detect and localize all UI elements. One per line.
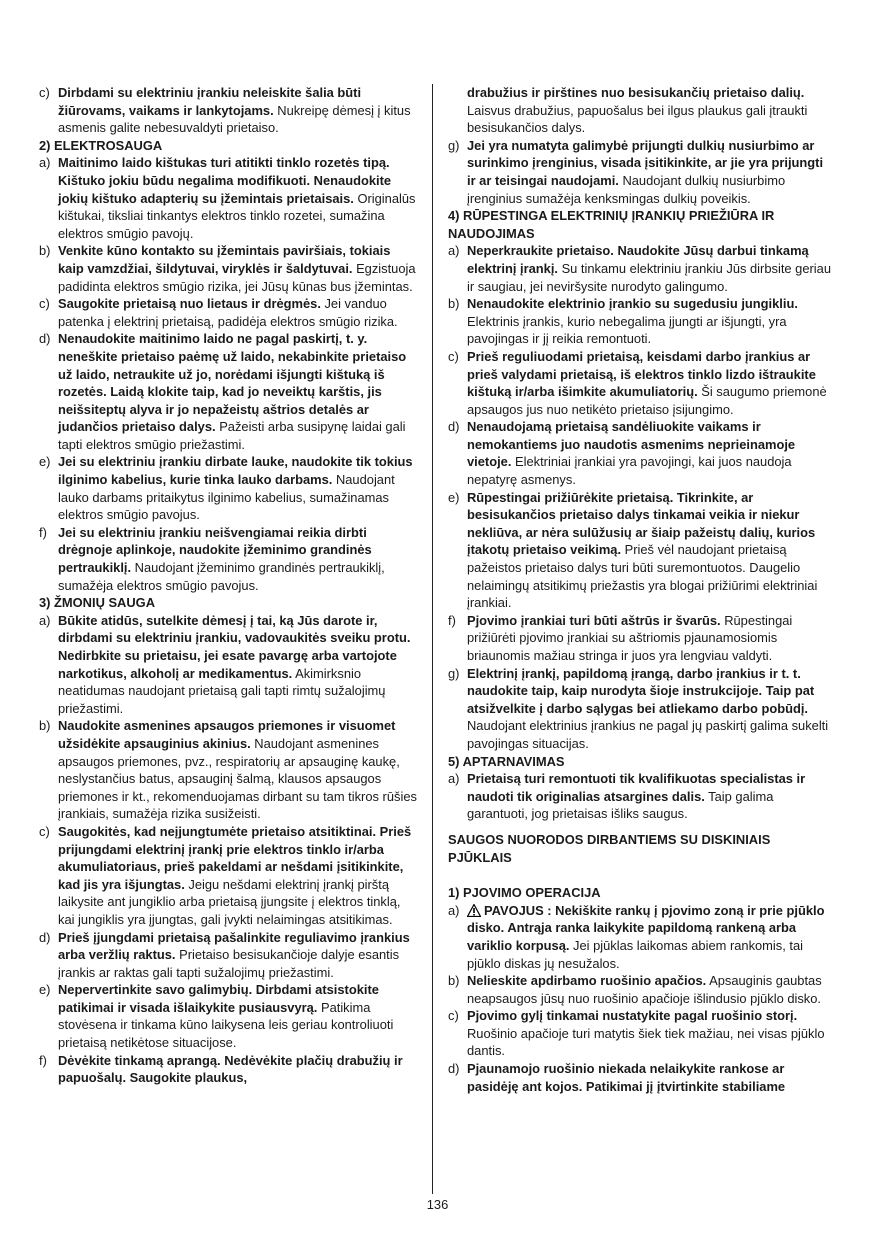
item-text: Rūpestingai prižiūrėti pjovimo įrankiai su aštriomis pjaunamosiomis briaunomis mažiau stringa ir juos yra lengviau valdyti. (467, 612, 793, 663)
item-label: f) (448, 612, 456, 628)
item-bold-text: Jei su elektriniu įrankiu neišvengiamai reikia dirbti drėgnoje aplinkoje, naudokite įžeminimo grandinės pertraukiklį. (58, 524, 372, 576)
list-item (448, 770, 834, 823)
item-bold-text: Nepervertinkite savo galimybių. Dirbdami atsistokite patikimai ir visada išlaikykite pusiausvyrą. (58, 982, 379, 1015)
list-item (39, 154, 419, 242)
item-bold-text: Jei su elektriniu įrankiu dirbate lauke, naudokite tik tokius ilginimo kabelius, kurie tinka lauko darbams. (58, 454, 413, 488)
item-label: b) (39, 718, 51, 734)
item-bold-text: Prietaisą turi remontuoti tik kvalifikuotas specialistas ir naudoti tik originalias atsargines dalis. (467, 771, 806, 804)
item-text: Apsauginis gaubtas neapsaugos jūsų nuo ruošinio apačioje išlindusio pjūklo disko. (467, 973, 822, 1006)
spacer (448, 866, 834, 884)
item-bold-text: Maitinimo laido kištukas turi atitikti tinklo rozetės tipą. Kištuko jokiu būdu negalima modifikuoti. Nenaudokite jokių kištuko adapterių su įžemintais prietaisais. (58, 155, 392, 206)
section-heading: 2) ELEKTROSAUGA (39, 137, 163, 153)
item-bold-text: Dirbdami su elektriniu įrankiu neleiskite šalia būti žiūrovams, vaikams ir lankytojams. (58, 85, 362, 118)
list-item (448, 902, 834, 972)
item-text: Akimirksnio neatidumas naudojant prietaisą gali tapti rimtų sužalojimų priežastimi. (58, 665, 386, 716)
list-item (39, 981, 419, 1051)
item-bold-text: drabužius ir pirštines nuo besisukančių prietaiso dalių. (467, 85, 805, 100)
list-item (448, 137, 834, 207)
item-text: Laisvus drabužius, papuošalus bei ilgus plaukus gali įtraukti besisukančios dalys. (467, 102, 808, 136)
item-label: d) (39, 331, 51, 347)
list-item (39, 330, 419, 453)
list-item (448, 489, 834, 612)
item-label: d) (448, 1061, 460, 1077)
item-text: Prieš vėl naudojant prietaisą pažeistos prietaiso dalys turi būti suremontuotos. Daugelio nelaimingų atsitikimų priežastis yra blogai prižiūrimi elektriniai įrankiai. (467, 542, 818, 611)
item-label: d) (448, 419, 460, 435)
chapter-title: SAUGOS NUORODOS DIRBANTIEMS SU DISKINIAIS PJŪKLAIS (448, 831, 771, 865)
item-text: Taip galima garantuoti, jog prietaisas išliks saugus. (467, 788, 774, 822)
item-bold-text: Nenaudojamą prietaisą sandėliuokite vaikams ir nemokantiems juo naudotis asmenims neprieinamoje vietoje. (467, 419, 796, 470)
item-text: Naudojant dulkių nusiurbimo įrenginius sumažėja kenksmingas dulkių poveikis. (467, 172, 786, 206)
list-item (39, 1052, 419, 1087)
item-text: Originalūs kištukai, tiksliai tinkantys elektros tinklo rozetei, sumažina elektros smūgio pavojų. (58, 190, 416, 241)
item-label: c) (39, 823, 50, 839)
item-label: e) (39, 982, 51, 998)
list-item (39, 84, 419, 137)
item-label: g) (448, 137, 460, 153)
item-text: Egzistuoja padidinta elektros smūgio rizika, jei Jūsų kūnas bus įžemintas. (58, 260, 416, 294)
item-text: Su tinkamu elektriniu įrankiu Jūs dirbsite geriau ir saugiau, jei neviršysite nurodyto galingumo. (467, 260, 831, 294)
item-label: a) (448, 771, 460, 787)
list-item (39, 717, 419, 823)
item-bold-text: Pjovimo įrankiai turi būti aštrūs ir švarūs. (467, 612, 721, 628)
item-bold-text: Nenaudokite maitinimo laido ne pagal paskirtį, t. y. neneškite prietaiso paėmę už laido, nekabinkite prietaiso už laido, netraukite už jo, norėdami išjungti kištuką iš rozetės. Laidą klokite taip, kad jo neveiktų karštis, jis neišsiteptų alyva ir jo nepažeistų aštrios detalės ar judančios prietaiso dalys. (58, 331, 407, 435)
item-text: Ši saugumo priemonė apsaugos jus nuo netikėto prietaiso įsijungimo. (467, 384, 827, 417)
item-label: b) (448, 973, 460, 989)
item-bold-text: Elektrinį įrankį, papildomą įrangą, darbo įrankius ir t. t. naudokite taip, kaip nurodyta šioje instrukcijoje. Taip pat atsižvelkite į darbo sąlygas bei atliekamo darbo pobūdį. (467, 665, 815, 716)
item-bold-text: PAVOJUS : Nekiškite rankų į pjovimo zoną ir prie pjūklo disko. Antrąja ranka laikykite papildomą rankeną arba variklio korpusą. (467, 902, 825, 953)
list-item (448, 418, 834, 488)
list-item (448, 1007, 834, 1060)
item-text: Naudojant elektrinius įrankius ne pagal jų paskirtį galima sukelti pavojingas situacijas. (467, 718, 829, 751)
list-item (39, 453, 419, 523)
list-item (448, 348, 834, 418)
item-text: Prietaiso besisukančioje dalyje esantis įrankis ar raktas gali tapti sužalojimų priežastimi. (58, 947, 400, 980)
list-item (448, 612, 834, 665)
item-text: Elektrinis įrankis, kurio nebegalima įjungti ar išjungti, yra pavojingas ir jį reikia remontuoti. (467, 313, 787, 347)
page-number: 136 (426, 1197, 449, 1212)
item-bold-text: Venkite kūno kontakto su įžemintais paviršiais, tokiais kaip vamzdžiai, šildytuvai, viryklės ir šaldytuvai. (58, 243, 391, 276)
item-label: g) (448, 665, 460, 681)
item-label: e) (448, 489, 460, 505)
item-bold-text: Pjaunamojo ruošinio niekada nelaikykite rankose ar pasidėję ant kojos. Patikimai jį įtvirtinkite stabiliame (467, 1061, 786, 1094)
item-bold-text: Saugokitės, kad neįjungtumėte prietaiso atsitiktinai. Prieš prijungdami elektrinį įrankį prie elektros tinklo ir/arba akumuliatoriaus, prieš pakeldami ar nešdami įsitikinkite, kad jis yra išjungtas. (58, 823, 412, 892)
list-item (448, 242, 834, 295)
item-bold-text: Rūpestingai prižiūrėkite prietaisą. Tikrinkite, ar besisukančios prietaiso dalys tinkamai veikia ir niekur nekliūva, ar nėra sulūžusių ar šiaip pažeistų dalių, kurios įtakotų prietaiso veikimą. (467, 489, 816, 558)
item-bold-text: Prieš reguliuodami prietaisą, keisdami darbo įrankius ar prieš valydami prietaisą, iš elektros tinklo lizdo ištraukite kištuką ir/arba išimkite akumuliatorių. (467, 348, 816, 400)
section-heading: 3) ŽMONIŲ SAUGA (39, 595, 156, 611)
list-item (39, 242, 419, 295)
list-item (448, 1060, 834, 1095)
item-label: c) (448, 348, 459, 364)
item-label: b) (448, 296, 460, 312)
section-heading: 5) APTARNAVIMAS (448, 753, 565, 769)
item-text: Jei pjūklas laikomas abiem rankomis, tai pjūklo diskas jų nesužalos. (467, 937, 804, 971)
list-item-continuation (448, 84, 834, 137)
list-item (39, 823, 419, 929)
section-heading: 4) RŪPESTINGA ELEKTRINIŲ ĮRANKIŲ PRIEŽIŪRA IR NAUDOJIMAS (448, 208, 775, 241)
item-text: Naudojant įžeminimo grandinės pertraukiklį, sumažėja elektros smūgio pavojus. (58, 560, 385, 593)
item-text: Ruošinio apačioje turi matytis šiek tiek mažiau, nei visas pjūklo dantis. (467, 1025, 825, 1059)
item-bold-text: Nenaudokite elektrinio įrankio su sugedusiu jungikliu. (467, 296, 798, 312)
warning-icon (467, 904, 481, 917)
item-bold-text: Neperkraukite prietaiso. Naudokite Jūsų darbui tinkamą elektrinį įrankį. (467, 243, 809, 276)
item-bold-text: Naudokite asmenines apsaugos priemones ir visuomet užsidėkite apsauginius akinius. (58, 718, 396, 751)
item-text: Pažeisti arba susipynę laidai gali tapti elektros smūgio priežastimi. (58, 419, 406, 452)
item-bold-text: Prieš įjungdami prietaisą pašalinkite reguliavimo įrankius arba veržlių raktus. (58, 929, 410, 963)
item-text: Jeigu nešdami elektrinį įrankį pirštą laikysite ant jungiklio arba prietaisą įjungsite į elektros tinklą, kai jungiklis yra įjungtas, gali įvykti nelaimingas atsitikimas. (58, 876, 401, 927)
item-label: f) (39, 524, 47, 540)
item-bold-text: Nelieskite apdirbamo ruošinio apačios. (467, 973, 707, 989)
item-bold-text: Pjovimo gylį tinkamai nustatykite pagal ruošinio storį. (467, 1008, 798, 1024)
item-label: c) (39, 296, 50, 312)
item-bold-text: Dėvėkite tinkamą aprangą. Nedėvėkite plačių drabužių ir papuošalų. Saugokite plaukus, (58, 1052, 403, 1086)
item-label: a) (39, 155, 51, 171)
item-text: Elektriniai įrankiai yra pavojingi, kai juos naudoja nepatyrę asmenys. (467, 454, 792, 488)
right-column (448, 84, 834, 1095)
list-item (448, 972, 834, 1007)
list-item (39, 929, 419, 982)
list-item (39, 295, 419, 330)
section-heading: 1) PJOVIMO OPERACIJA (448, 885, 601, 901)
item-text: Nukreipę dėmesį į kitus asmenis galite nebesuvaldyti prietaiso. (58, 102, 411, 136)
list-item (39, 612, 419, 718)
item-bold-text: Jei yra numatyta galimybė prijungti dulkių nusiurbimo ar surinkimo įrenginius, visada įsitikinkite, ar jie yra prijungti ir ar teisingai naudojami. (467, 137, 824, 188)
item-label: a) (39, 612, 51, 628)
item-bold-text: Būkite atidūs, sutelkite dėmesį į tai, ką Jūs darote ir, dirbdami su elektriniu įrankiu, vadovaukitės sveiku protu. Nedirbkite su prietaisu, jei esate pavargę arba vartojote narkotikus, alkoholį ar medikamentus. (58, 612, 411, 681)
column-divider (432, 84, 433, 1194)
left-column (39, 84, 419, 1087)
item-label: b) (39, 243, 51, 259)
item-label: a) (448, 243, 460, 259)
item-label: a) (448, 902, 460, 918)
item-label: f) (39, 1052, 47, 1068)
item-text: Naudojant lauko darbams pritaikytus ilginimo kabelius, sumažinamas elektros smūgio pavojus. (58, 472, 395, 523)
list-item (448, 295, 834, 348)
item-text: Jei vanduo patenka į elektrinį prietaisą, padidėja elektros smūgio rizika. (58, 296, 398, 329)
list-item (448, 665, 834, 753)
list-item (39, 524, 419, 594)
item-text: Naudojant asmenines apsaugos priemones, pvz., respiratorių ar apsauginę kaukę, neslystančius batus, apsauginį šalmą, klausos apsaugos priemones ir kt., rekomenduojamas dirbant su tam tikros rūšies įrankiais, sumažėja rizika susižeisti. (58, 735, 417, 822)
item-label: e) (39, 454, 51, 470)
item-label: d) (39, 929, 51, 945)
item-text: Patikima stovėsena ir tinkama kūno laikysena leis geriau kontroliuoti prietaisą netikėtose situacijose. (58, 999, 394, 1051)
item-label: c) (39, 85, 50, 100)
item-label: c) (448, 1008, 459, 1024)
item-bold-text: Saugokite prietaisą nuo lietaus ir drėgmės. (58, 296, 321, 312)
